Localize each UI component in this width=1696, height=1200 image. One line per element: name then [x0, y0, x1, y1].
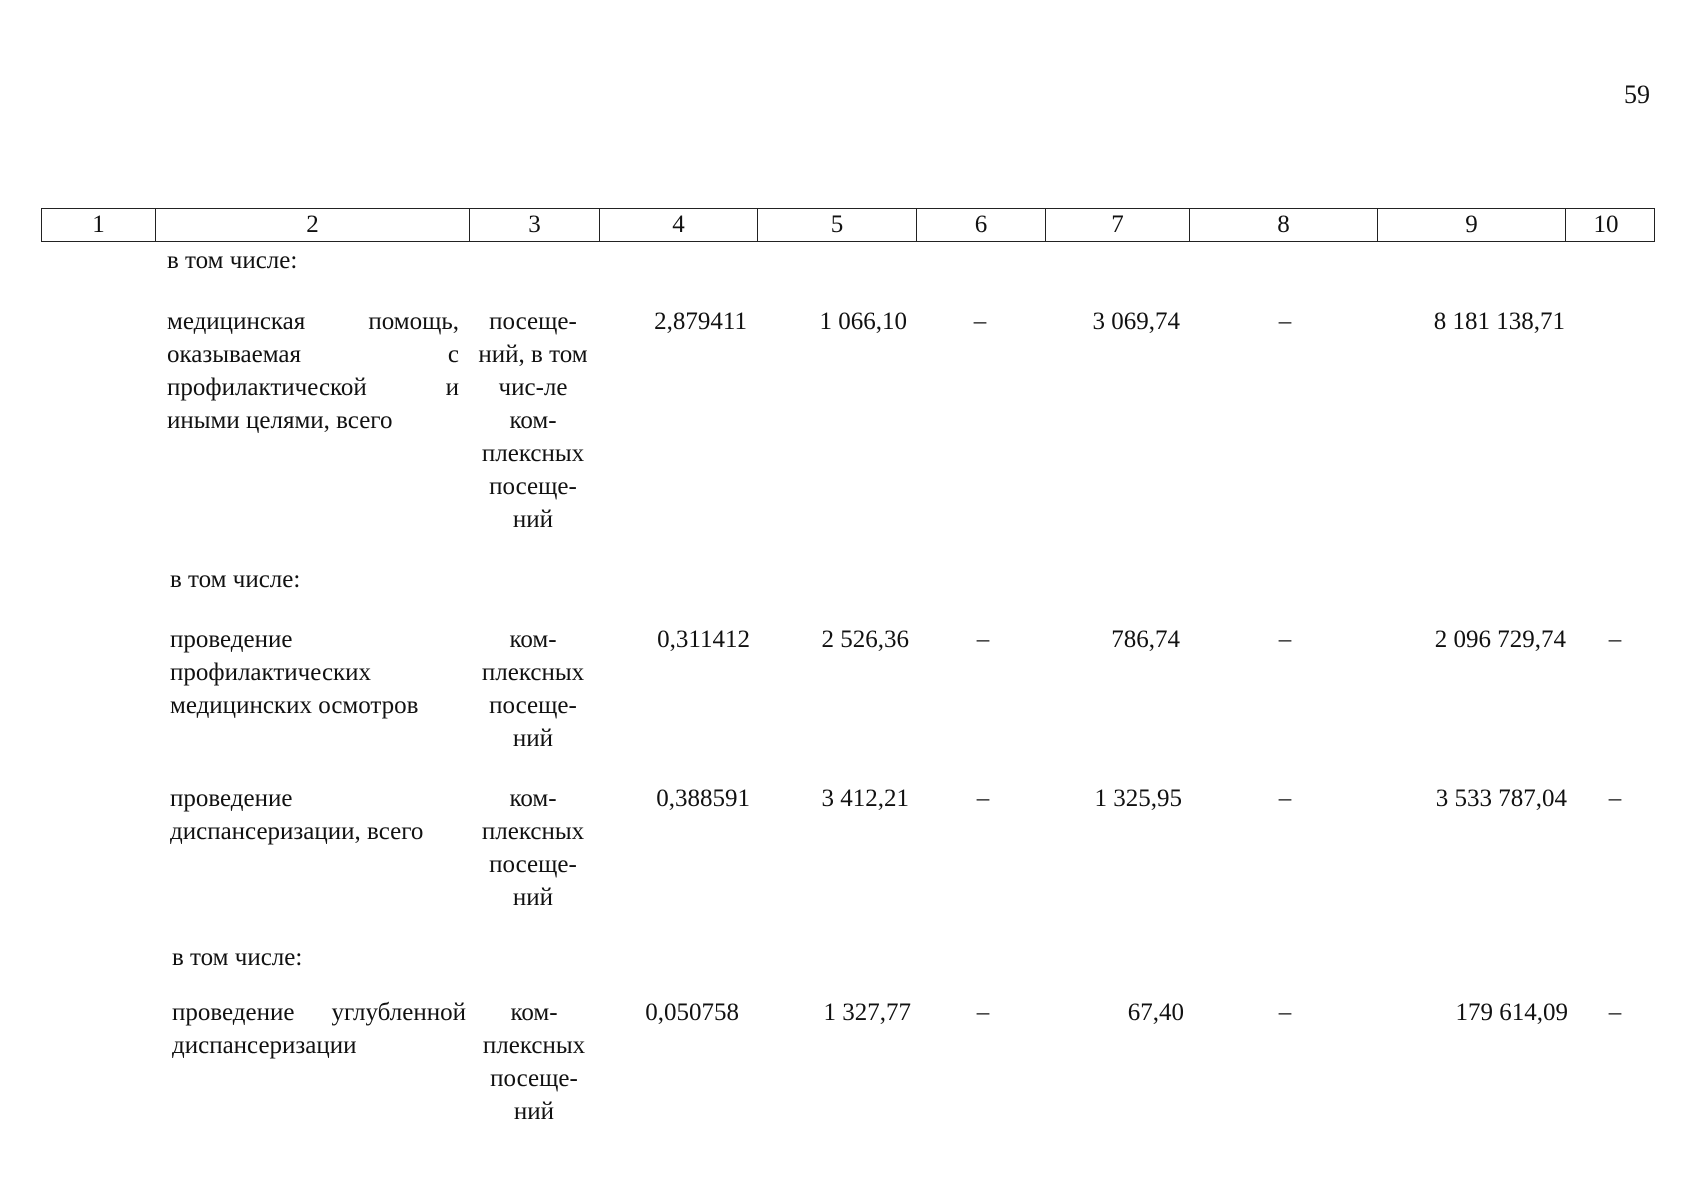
- row-value-col9: 2 096 729,74: [1434, 626, 1566, 653]
- row-unit: ком-плексных посеще-ний: [482, 999, 586, 1125]
- row-value-col5: 3 412,21: [821, 785, 909, 812]
- row-value-col7: 786,74: [1111, 626, 1180, 653]
- subheading: в том числе:: [167, 247, 298, 274]
- row-description: проведение диспансеризации, всего: [170, 785, 424, 845]
- table-header: [41, 208, 1655, 242]
- row-value-col8: –: [1278, 999, 1292, 1026]
- row-value-col6: –: [973, 308, 987, 335]
- subheading: в том числе:: [170, 566, 301, 593]
- row-unit: посеще-ний, в том чис-ле ком-плексных посеще-ний: [478, 308, 588, 533]
- header-col-8: 8: [1190, 209, 1378, 241]
- header-col-3: 3: [470, 209, 600, 241]
- row-value-col9: 179 614,09: [1455, 999, 1568, 1026]
- row-value-col5: 1 327,77: [823, 999, 911, 1026]
- row-value-col7: 1 325,95: [1094, 785, 1182, 812]
- row-value-col4: 0,388591: [656, 785, 750, 812]
- header-col-2: 2: [156, 209, 470, 241]
- row-value-col8: –: [1278, 785, 1292, 812]
- row-description: проведение углубленной диспансеризации: [172, 999, 466, 1059]
- row-value-col7: 67,40: [1127, 999, 1184, 1026]
- row-value-col6: –: [976, 626, 990, 653]
- row-value-col10: –: [1608, 999, 1622, 1026]
- header-col-9: 9: [1378, 209, 1566, 241]
- row-value-col9: 8 181 138,71: [1433, 308, 1565, 335]
- subheading: в том числе:: [172, 944, 303, 971]
- row-value-col5: 2 526,36: [821, 626, 909, 653]
- row-value-col10: –: [1608, 785, 1622, 812]
- header-col-4: 4: [600, 209, 758, 241]
- header-col-1: 1: [42, 209, 156, 241]
- row-value-col5: 1 066,10: [819, 308, 907, 335]
- row-value-col9: 3 533 787,04: [1435, 785, 1567, 812]
- row-description: медицинская помощь, оказываемая с профилактической и иными целями, всего: [167, 308, 459, 434]
- header-col-5: 5: [758, 209, 917, 241]
- header-col-7: 7: [1046, 209, 1190, 241]
- row-value-col4: 0,311412: [657, 626, 750, 653]
- header-col-6: 6: [917, 209, 1046, 241]
- row-value-col6: –: [976, 785, 990, 812]
- row-value-col6: –: [976, 999, 990, 1026]
- row-value-col8: –: [1278, 626, 1292, 653]
- row-unit: ком-плексных посеще-ний: [481, 626, 585, 752]
- row-value-col4: 0,050758: [645, 999, 739, 1026]
- row-value-col7: 3 069,74: [1092, 308, 1180, 335]
- row-description: проведение профилактических медицинских осмотров: [170, 626, 419, 719]
- row-value-col10: –: [1608, 626, 1622, 653]
- row-value-col8: –: [1278, 308, 1292, 335]
- row-unit: ком-плексных посеще-ний: [481, 785, 585, 911]
- row-value-col4: 2,879411: [654, 308, 747, 335]
- header-col-10: 10: [1593, 211, 1619, 238]
- page-number: 59: [1624, 80, 1650, 109]
